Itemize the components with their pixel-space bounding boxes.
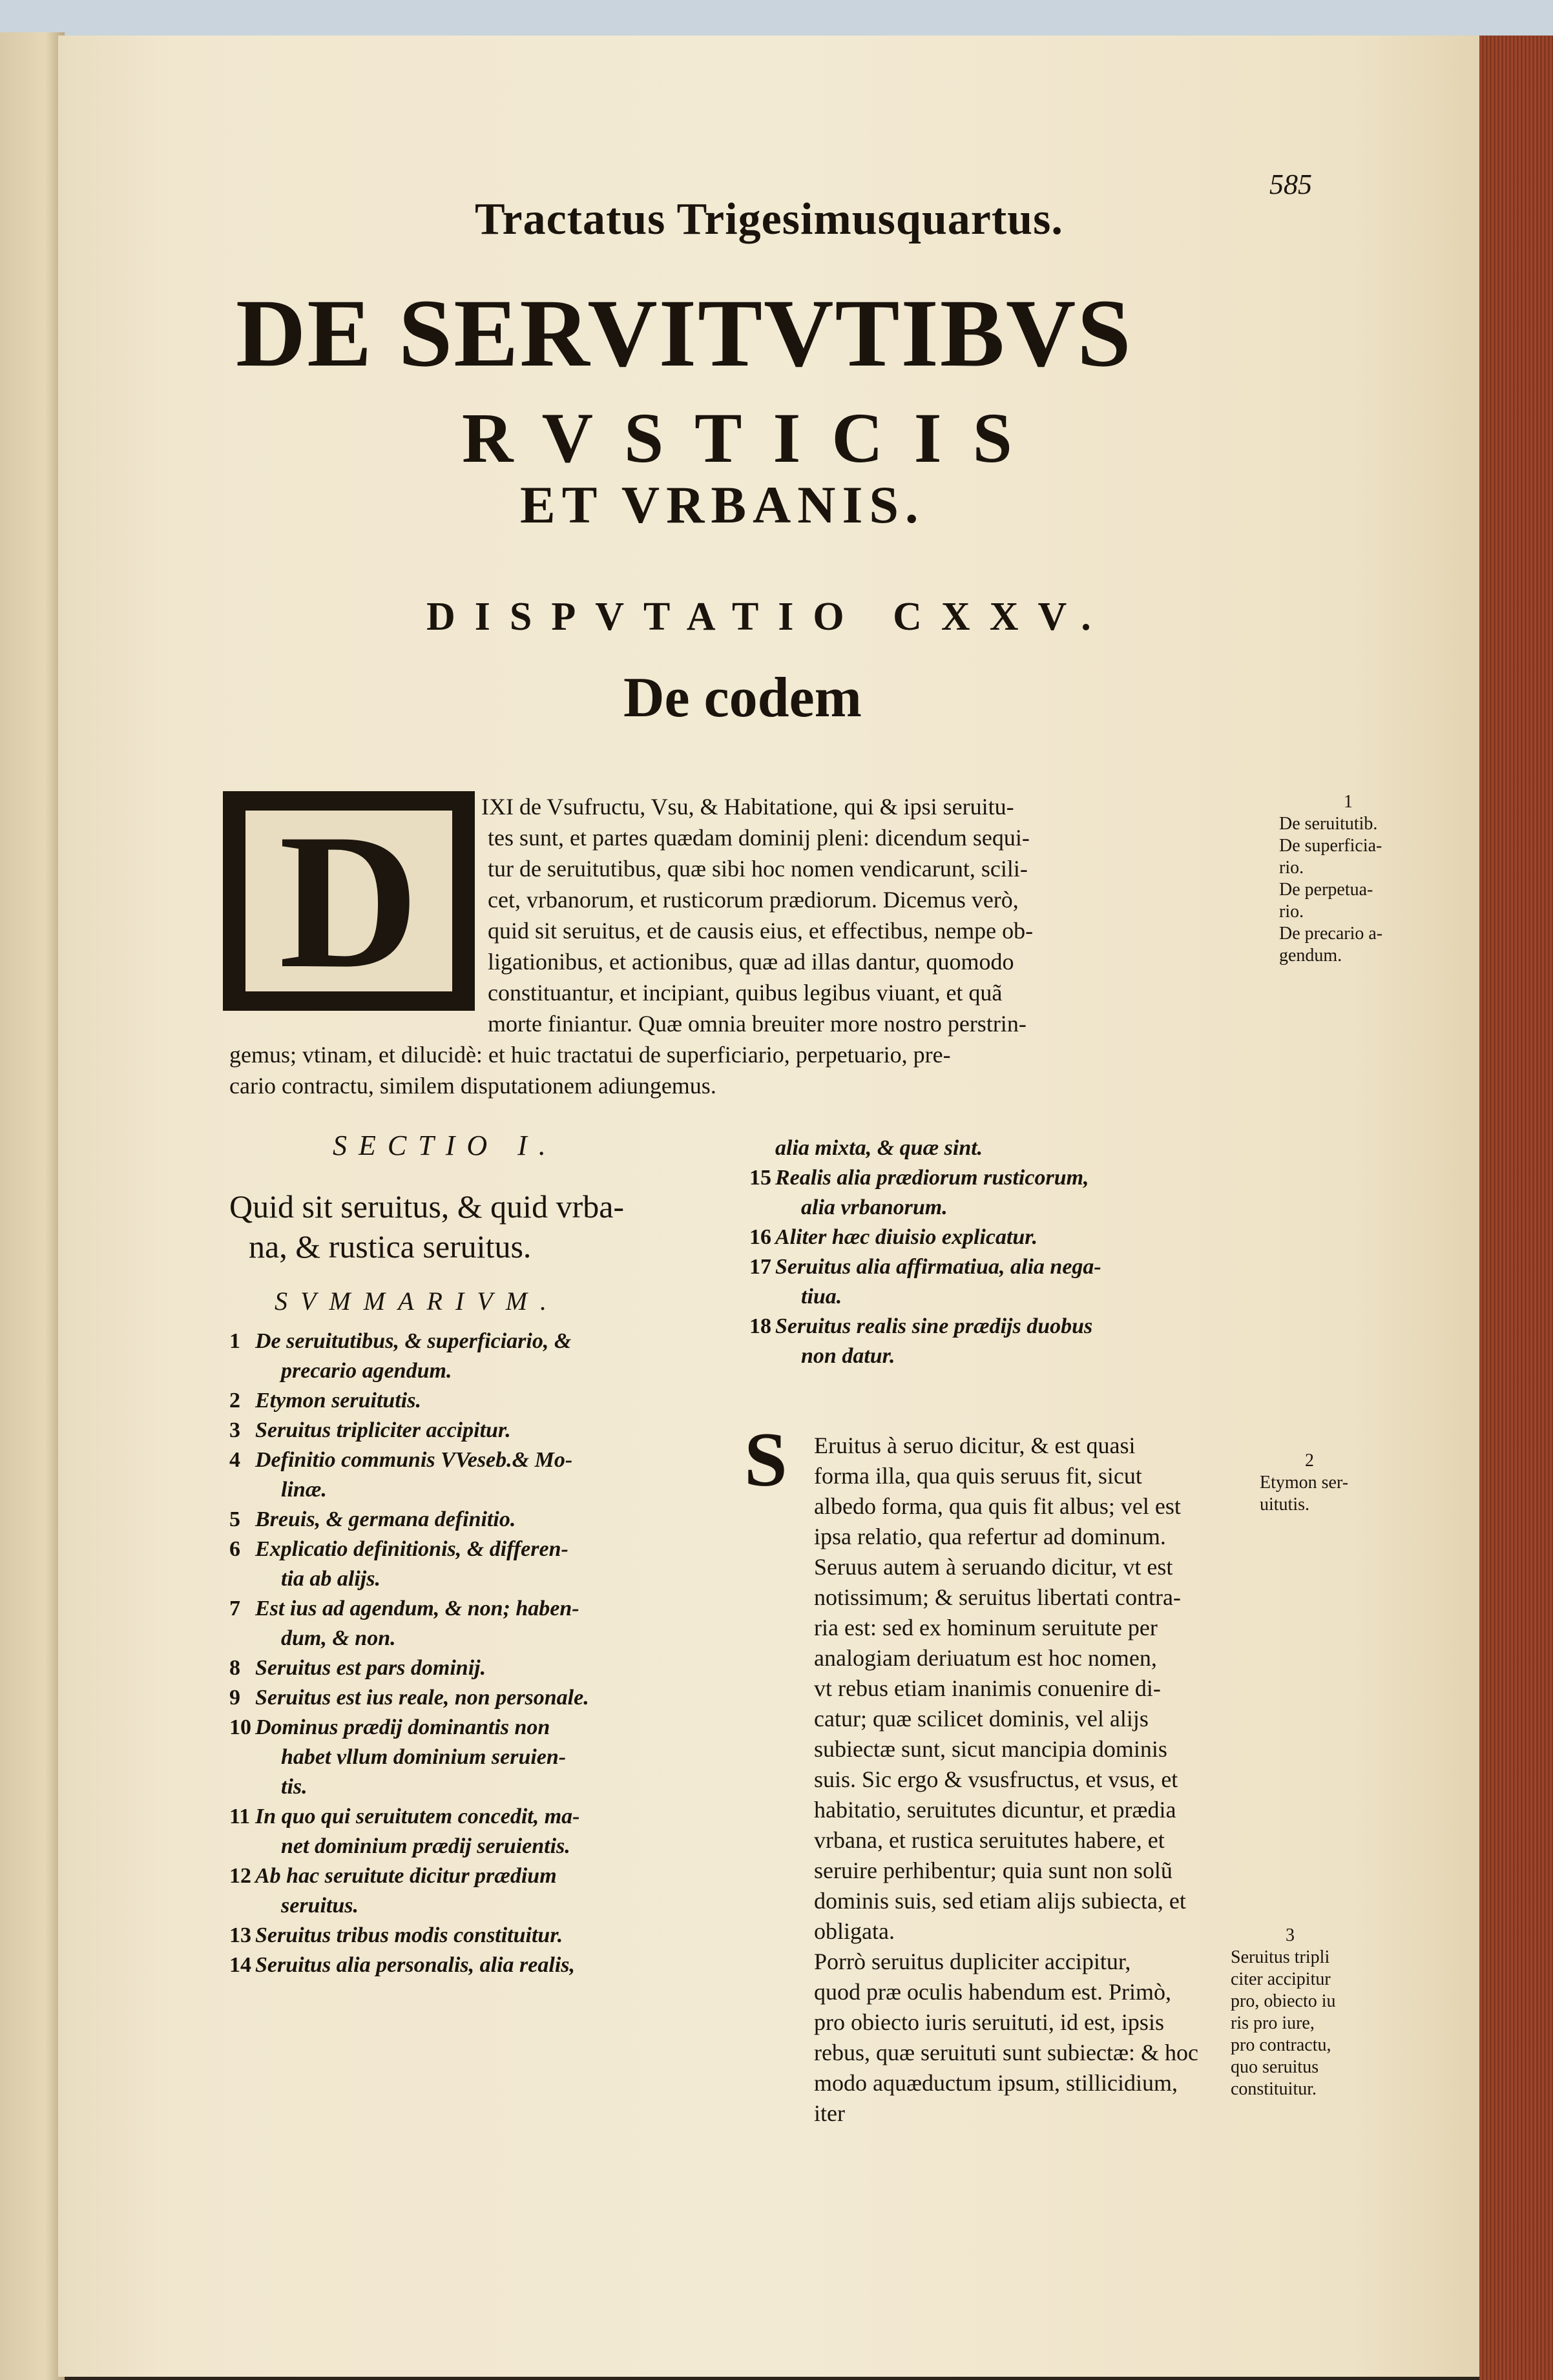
summary-number: 1 — [229, 1329, 240, 1353]
summary-item: 16 Aliter hæc diuisio explicatur. — [749, 1223, 1240, 1252]
summary-number: 17 — [749, 1255, 771, 1279]
margin-line: Etymon ser- — [1260, 1473, 1349, 1493]
disputatio-number: DISPVTATIO CXXV. — [426, 595, 1110, 639]
decorated-initial — [223, 791, 475, 1011]
summary-list-left — [229, 1327, 746, 1980]
summary-number: 11 — [229, 1805, 251, 1828]
summary-number: 5 — [229, 1507, 240, 1531]
margin-line: De perpetua- — [1279, 880, 1373, 900]
summary-item: 7 Est ius ad agendum, & non; haben- — [229, 1594, 746, 1624]
summary-item: alia vrbanorum. — [801, 1195, 948, 1219]
intro-line: ligationibus, et actionibus, quæ ad illas dantur, quomodo — [488, 949, 1014, 975]
summary-number: 10 — [229, 1715, 251, 1739]
body-text — [814, 1431, 1253, 1461]
intro-line: tes sunt, et partes quædam dominij pleni: dicendum sequi- — [488, 825, 1030, 851]
summary-item: habet vllum dominium seruien- — [281, 1745, 567, 1769]
summary-number: 14 — [229, 1953, 251, 1977]
summary-item: 8 Seruitus est pars dominij. — [229, 1653, 746, 1683]
summary-item: seruitus. — [281, 1894, 359, 1918]
margin-line: De superficia- — [1279, 836, 1382, 856]
section-title-line: na, & rustica seruitus. — [249, 1228, 532, 1265]
body-line: forma illa, qua quis seruus fit, sicut — [814, 1463, 1142, 1489]
margin-line: constituitur. — [1231, 2079, 1317, 2099]
summary-item: 14 Seruitus alia personalis, alia realis, — [229, 1951, 746, 1980]
body-line: quod præ oculis habendum est. Primò, — [814, 1979, 1171, 2005]
intro-line: gemus; vtinam, et dilucidè: et huic tractatui de superficiario, perpetuario, pre- — [229, 1042, 951, 1068]
summary-item: alia mixta, & quæ sint. — [775, 1136, 983, 1160]
summary-item: net dominium prædij seruientis. — [281, 1834, 570, 1858]
summary-number: 15 — [749, 1166, 771, 1190]
summary-number: 6 — [229, 1537, 240, 1561]
summary-item: 6 Explicatio definitionis, & differen- — [229, 1535, 746, 1564]
title-line-rusticis: RVSTICIS — [462, 398, 1043, 477]
body-line: vt rebus etiam inanimis conuenire di- — [814, 1675, 1161, 1701]
margin-note-2: 2 Etymon ser- uitutis. — [1260, 1451, 1349, 1515]
margin-line: Seruitus tripli — [1231, 1947, 1330, 1967]
body-line: habitatio, seruitutes dicuntur, et prædia — [814, 1797, 1176, 1823]
summary-item: 17 Seruitus alia affirmatiua, alia nega- — [749, 1252, 1240, 1282]
margin-line: ris pro iure, — [1231, 2013, 1315, 2033]
summary-number: 8 — [229, 1656, 240, 1680]
facing-page-edge — [0, 32, 65, 2380]
summary-item: tiua. — [801, 1285, 842, 1309]
body-line: dominis suis, sed etiam alijs subiecta, et — [814, 1888, 1186, 1914]
page-number: 585 — [1269, 169, 1312, 200]
disputation-title: DE SERVITVTIBVS — [236, 280, 1132, 387]
treatise-title: Tractatus Trigesimusquartus. — [475, 194, 1063, 244]
summary-item: 11 In quo qui seruitutem concedit, ma- — [229, 1802, 746, 1832]
body-line: Porrò seruitus dupliciter accipitur, — [814, 1949, 1131, 1974]
intro-line: quid sit seruitus, et de causis eius, et effectibus, nempe ob- — [488, 918, 1034, 944]
body-line: notissimum; & seruitus libertati contra- — [814, 1584, 1181, 1610]
summary-item: 9 Seruitus est ius reale, non personale. — [229, 1683, 746, 1713]
right-column — [749, 1133, 1240, 1371]
margin-line: De seruitutib. — [1279, 814, 1378, 834]
body-line: ipsa relatio, qua refertur ad dominum. — [814, 1524, 1166, 1549]
body-line: pro obiecto iuris seruituti, id est, ipsis — [814, 2009, 1164, 2035]
margin-note-3: 3 Seruitus tripli citer accipitur pro, obiecto iu ris pro iure, pro contractu, quo seruitus constituitur. — [1231, 1925, 1336, 2099]
body-line: vrbana, et rustica seruitutes habere, et — [814, 1827, 1165, 1853]
scan-background — [0, 0, 1553, 39]
summary-item: 3 Seruitus tripliciter accipitur. — [229, 1416, 746, 1445]
body-line: catur; quæ scilicet dominis, vel alijs — [814, 1706, 1149, 1732]
body-line: subiectæ sunt, sicut mancipia dominis — [814, 1736, 1167, 1762]
title-line-urbanis: ET VRBANIS. — [520, 475, 925, 534]
body-text-continued — [814, 1461, 1253, 2129]
summary-item: 18 Seruitus realis sine prædijs duobus — [749, 1312, 1240, 1341]
page-fore-edge — [1479, 36, 1553, 2380]
summary-item: 13 Seruitus tribus modis constituitur. — [229, 1921, 746, 1951]
summary-number: 12 — [229, 1864, 251, 1888]
summary-number: 9 — [229, 1686, 240, 1710]
margin-line: pro, obiecto iu — [1231, 1991, 1336, 2011]
summary-item: linæ. — [281, 1478, 327, 1502]
initial-s: S — [744, 1416, 787, 1502]
summary-item: tis. — [281, 1775, 307, 1799]
margin-line: rio. — [1279, 858, 1304, 878]
body-line: Eruitus à seruo dicitur, & est quasi — [814, 1433, 1136, 1458]
intro-line: cario contractu, similem disputationem adiungemus. — [229, 1073, 716, 1099]
summary-number: 7 — [229, 1597, 240, 1620]
summary-number: 3 — [229, 1418, 240, 1442]
section-heading: SECTIO I. — [333, 1130, 558, 1161]
margin-line: gendum. — [1279, 946, 1342, 966]
summary-item: non datur. — [801, 1344, 895, 1368]
summary-list-right — [749, 1133, 1240, 1371]
summary-number: 4 — [229, 1448, 240, 1472]
summary-item: 4 Definitio communis VVeseb.& Mo- — [229, 1445, 746, 1475]
body-line: iter — [814, 2100, 845, 2126]
summary-item: 12 Ab hac seruitute dicitur prædium — [229, 1861, 746, 1891]
margin-line: quo seruitus — [1231, 2057, 1319, 2077]
body-line: albedo forma, qua quis fit albus; vel est — [814, 1493, 1181, 1519]
summary-number: 16 — [749, 1225, 771, 1249]
body-line: suis. Sic ergo & vsusfructus, et vsus, et — [814, 1766, 1178, 1792]
intro-line: cet, vrbanorum, et rusticorum prædiorum. Dicemus verò, — [488, 887, 1019, 913]
body-line: Seruus autem à seruando dicitur, vt est — [814, 1554, 1173, 1580]
summary-item: precario agendum. — [281, 1359, 452, 1383]
summary-item: 5 Breuis, & germana definitio. — [229, 1505, 746, 1535]
summary-item: 1 De seruitutibus, & superficiario, & — [229, 1327, 746, 1356]
summary-heading: SVMMARIVM. — [275, 1287, 560, 1316]
body-line: analogiam deriuatum est hoc nomen, — [814, 1645, 1157, 1671]
intro-line: constituantur, et incipiant, quibus legibus viuant, et quã — [488, 980, 1003, 1006]
margin-line: De precario a- — [1279, 924, 1383, 944]
summary-item: 15 Realis alia prædiorum rusticorum, — [749, 1163, 1240, 1193]
body-line: ria est: sed ex hominum seruitute per — [814, 1615, 1158, 1640]
initial-letter: D — [278, 794, 419, 1008]
intro-line: morte finiantur. Quæ omnia breuiter more nostro perstrin- — [488, 1011, 1027, 1037]
summary-item: dum, & non. — [281, 1626, 396, 1650]
section-title-line: Quid sit seruitus, & quid vrba- — [229, 1188, 625, 1225]
body-line: seruire perhibentur; quia sunt non solũ — [814, 1857, 1173, 1883]
margin-line: citer accipitur — [1231, 1969, 1331, 1989]
summary-item: tia ab alijs. — [281, 1567, 380, 1591]
section-subtitle: De codem — [623, 667, 862, 729]
intro-line: tur de seruitutibus, quæ sibi hoc nomen vendicarunt, scili- — [488, 856, 1028, 882]
margin-line: uitutis. — [1260, 1495, 1310, 1515]
summary-number: 13 — [229, 1923, 251, 1947]
summary-number: 18 — [749, 1314, 771, 1338]
margin-note-1: 1 De seruitutib. De superficia- rio. De perpetua- rio. De precario a- gendum. — [1279, 792, 1383, 966]
summary-number: 2 — [229, 1389, 240, 1412]
body-line: obligata. — [814, 1918, 895, 1944]
body-line: rebus, quæ seruituti sunt subiectæ: & hoc — [814, 2040, 1198, 2065]
summary-item: 2 Etymon seruitutis. — [229, 1386, 746, 1416]
margin-line: pro contractu, — [1231, 2035, 1331, 2055]
margin-line: rio. — [1279, 902, 1304, 922]
summary-item: 10 Dominus prædij dominantis non — [229, 1713, 746, 1743]
left-column — [229, 1130, 746, 1980]
body-line: modo aquæductum ipsum, stillicidium, — [814, 2070, 1178, 2096]
intro-line: IXI de Vsufructu, Vsu, & Habitatione, qui & ipsi seruitu- — [481, 794, 1014, 820]
